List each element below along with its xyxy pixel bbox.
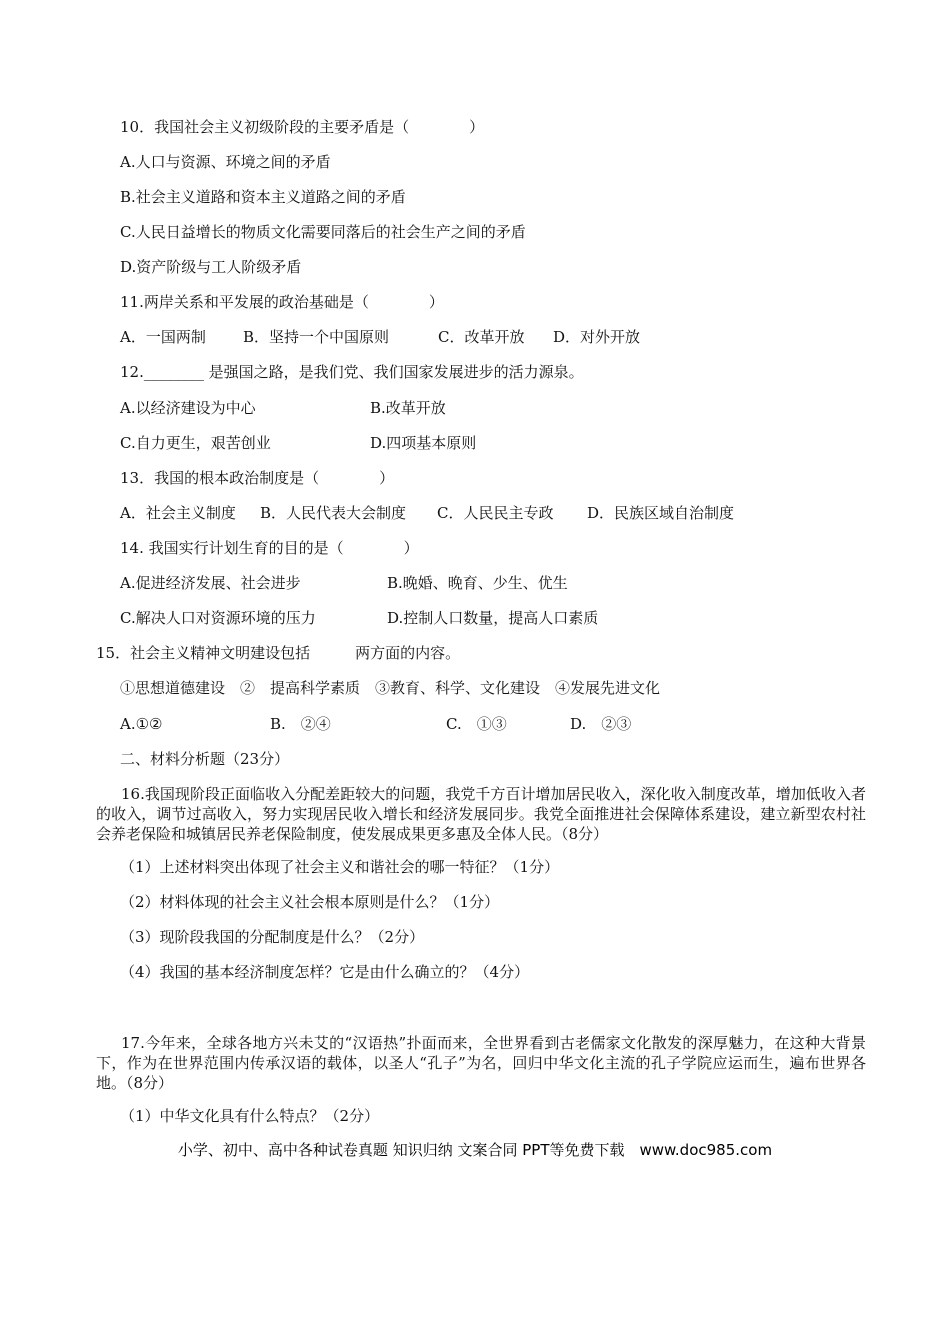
q15-items: ①思想道德建设 ② 提高科学素质 ③教育、科学、文化建设 ④发展先进文化 bbox=[120, 679, 661, 697]
q13-stem: 13．我国的根本政治制度是（ ） bbox=[120, 469, 395, 487]
q14-option-b: B.晚婚、晚育、少生、优生 bbox=[387, 574, 568, 592]
page-footer: 小学、初中、高中各种试卷真题 知识归纳 文案合同 PPT等免费下载 www.doc985.com bbox=[177, 1141, 773, 1159]
q14-stem: 14. 我国实行计划生育的目的是（ ） bbox=[120, 539, 419, 557]
q14-option-c: C.解决人口对资源环境的压力 bbox=[120, 609, 316, 627]
q15-option-d: D. ②③ bbox=[570, 715, 632, 733]
q17-sub-question-1: （1）中华文化具有什么特点？（2分） bbox=[120, 1107, 380, 1125]
q16-sub-question-3: （3）现阶段我国的分配制度是什么？（2分） bbox=[120, 928, 425, 946]
q10-stem: 10．我国社会主义初级阶段的主要矛盾是（ ） bbox=[120, 118, 485, 136]
q12-option-c: C.自力更生，艰苦创业 bbox=[120, 434, 271, 452]
q13-option-b: B．人民代表大会制度 bbox=[260, 504, 407, 522]
q13-option-c: C．人民民主专政 bbox=[437, 504, 554, 522]
q15-option-c: C. ①③ bbox=[446, 715, 507, 733]
q15-option-b: B. ②④ bbox=[270, 715, 331, 733]
q10-option-b: B.社会主义道路和资本主义道路之间的矛盾 bbox=[120, 188, 406, 206]
q11-option-d: D．对外开放 bbox=[553, 328, 641, 346]
q13-option-d: D．民族区域自治制度 bbox=[587, 504, 735, 522]
q17-material: 17.今年来，全球各地方兴未艾的“汉语热”扑面而来，全世界看到古老儒家文化散发的深厚魅力，在这种大背景下，作为在世界范围内传承汉语的载体，以圣人“孔子”为名，回归中华文化主流的孔子学院应运而生，遍布世界各地。（8分） bbox=[96, 1034, 866, 1092]
q12-stem: 12.________ 是强国之路，是我们党、我们国家发展进步的活力源泉。 bbox=[120, 363, 584, 381]
q16-sub-question-4: （4）我国的基本经济制度怎样？它是由什么确立的？（4分） bbox=[120, 963, 530, 981]
q10-option-a: A.人口与资源、环境之间的矛盾 bbox=[120, 153, 331, 171]
q10-option-c: C.人民日益增长的物质文化需要同落后的社会生产之间的矛盾 bbox=[120, 223, 526, 241]
q16-sub-question-1: （1）上述材料突出体现了社会主义和谐社会的哪一特征？（1分） bbox=[120, 858, 560, 876]
q12-option-d: D.四项基本原则 bbox=[370, 434, 477, 452]
q16-sub-question-2: （2）材料体现的社会主义社会根本原则是什么？（1分） bbox=[120, 893, 500, 911]
q15-stem: 15．社会主义精神文明建设包括 两方面的内容。 bbox=[96, 644, 461, 662]
q11-option-a: A．一国两制 bbox=[120, 328, 206, 346]
q12-option-b: B.改革开放 bbox=[370, 399, 446, 417]
q11-stem: 11.两岸关系和平发展的政治基础是（ ） bbox=[120, 293, 444, 311]
q12-option-a: A.以经济建设为中心 bbox=[120, 399, 256, 417]
q16-material: 16.我国现阶段正面临收入分配差距较大的问题，我党千方百计增加居民收入，深化收入制度改革，增加低收入者的收入，调节过高收入，努力实现居民收入增长和经济发展同步。我党全面推进社会保障体系建设，建立新型农村社会养老保险和城镇居民养老保险制度，使发展成果更多惠及全体人民。（8分） bbox=[96, 785, 866, 843]
q14-option-a: A.促进经济发展、社会进步 bbox=[120, 574, 301, 592]
section-heading: 二、材料分析题（23分） bbox=[120, 750, 290, 768]
q11-option-b: B．坚持一个中国原则 bbox=[243, 328, 390, 346]
q15-option-a: A.①② bbox=[120, 715, 163, 733]
q13-option-a: A．社会主义制度 bbox=[120, 504, 236, 522]
q14-option-d: D.控制人口数量，提高人口素质 bbox=[387, 609, 599, 627]
q11-option-c: C．改革开放 bbox=[438, 328, 525, 346]
q10-option-d: D.资产阶级与工人阶级矛盾 bbox=[120, 258, 302, 276]
